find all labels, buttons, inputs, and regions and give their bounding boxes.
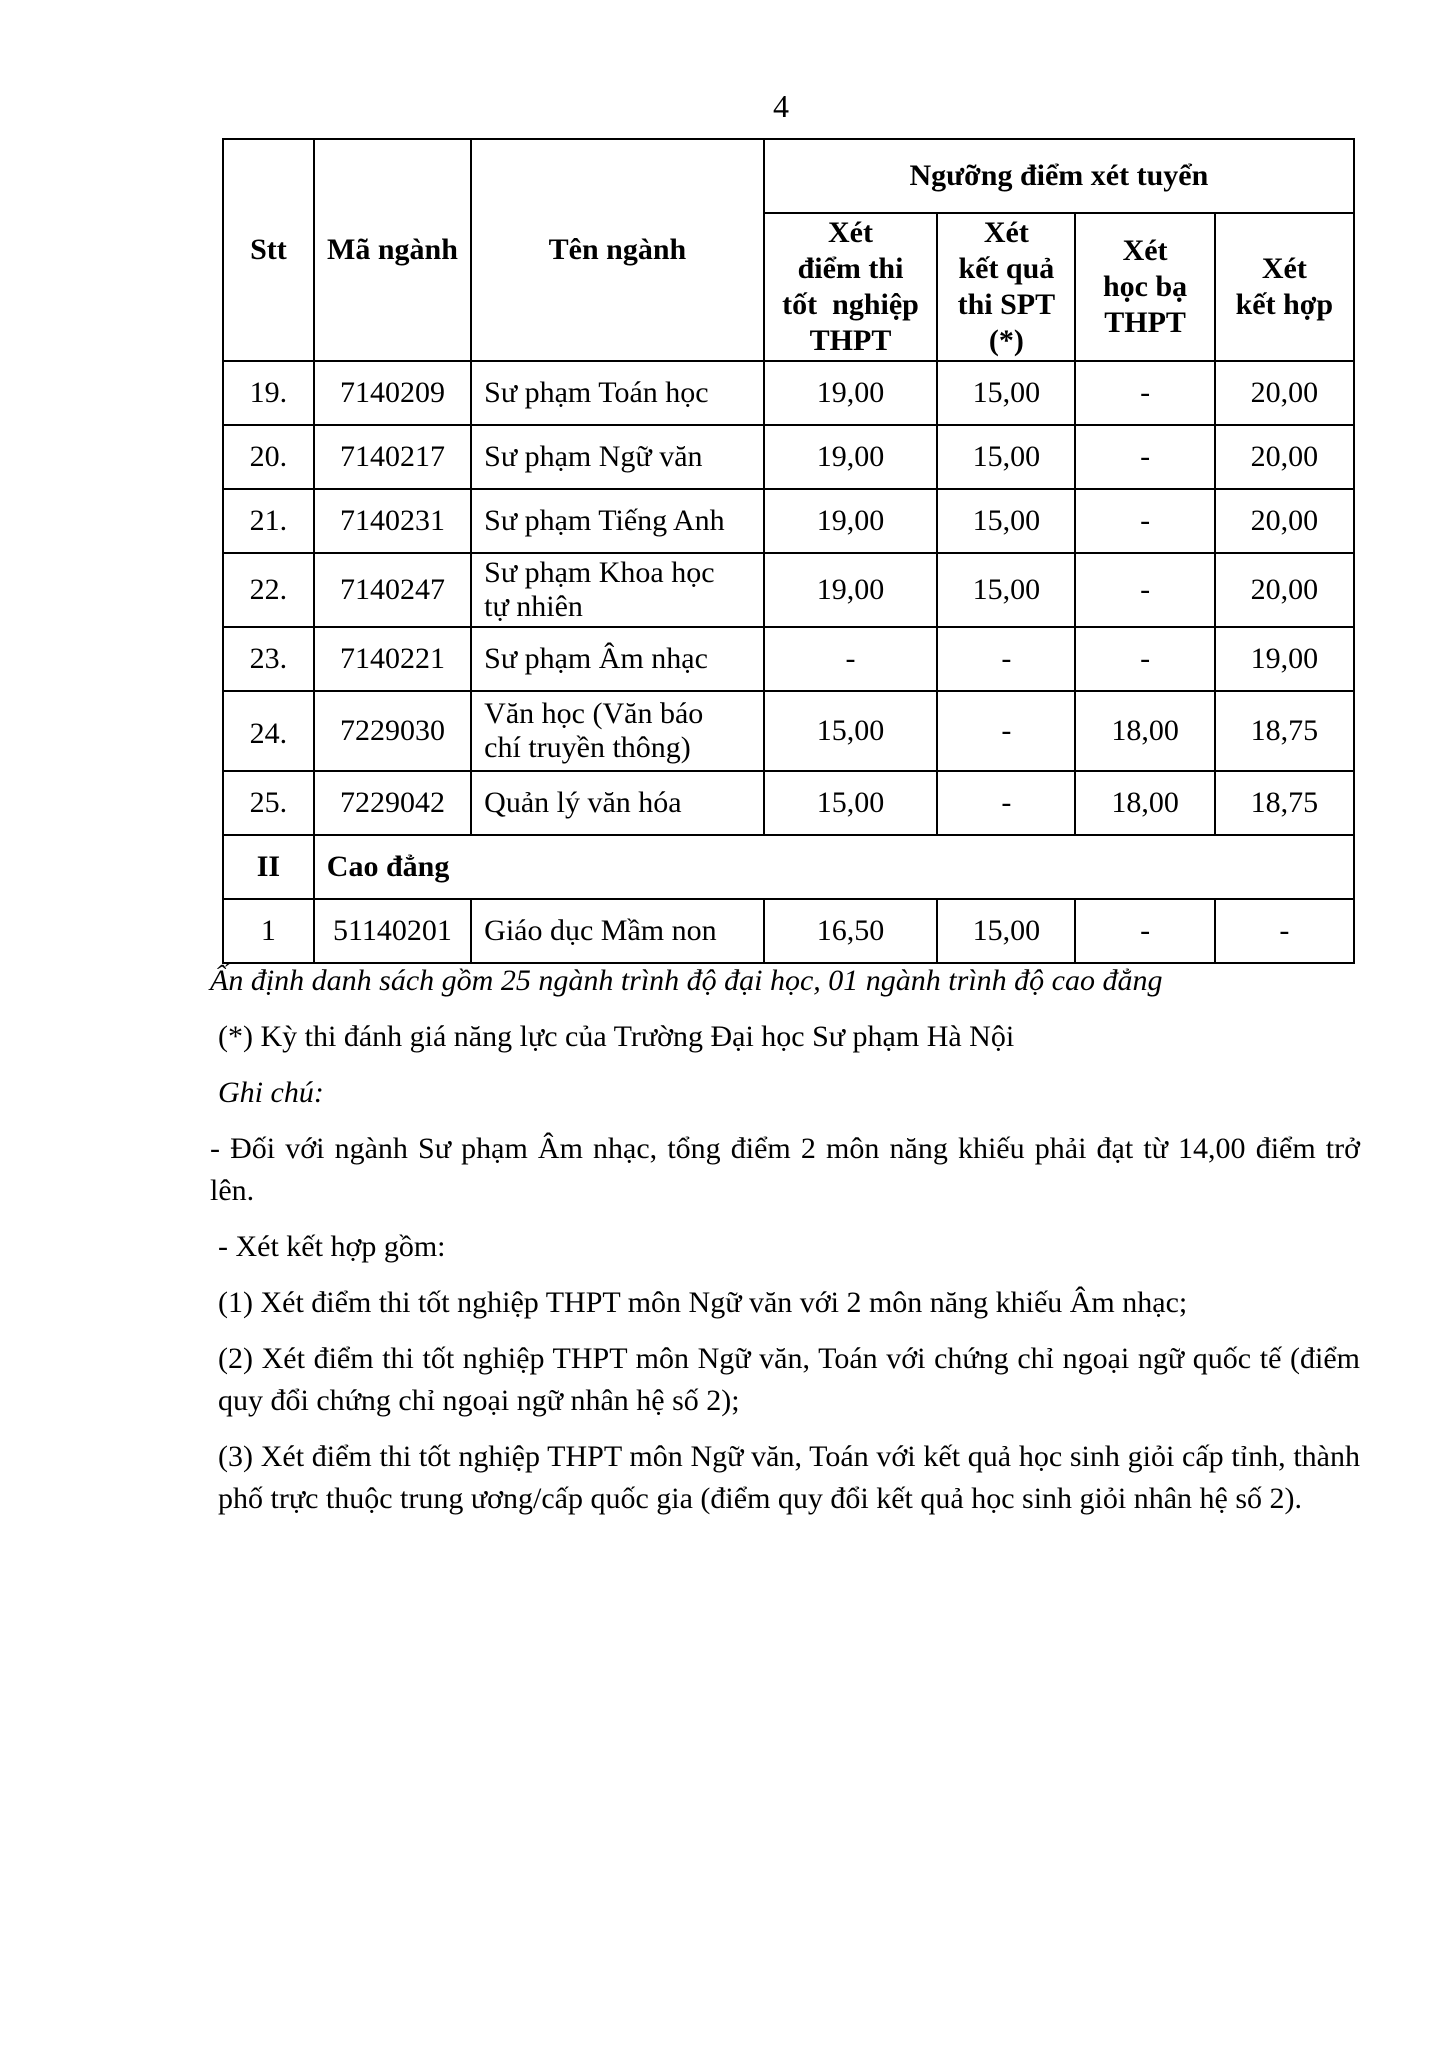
cell-kethop: 19,00 (1215, 627, 1354, 691)
cell-stt: 1 (223, 899, 314, 963)
cell-name: Sư phạm Toán học (471, 361, 764, 425)
cell-kethop: 20,00 (1215, 553, 1354, 627)
cell-hocba: 18,00 (1075, 771, 1214, 835)
table-row (223, 691, 1354, 771)
cell-spt: - (937, 691, 1075, 771)
cell-name: Sư phạm Khoa học tự nhiên (471, 553, 764, 627)
header-name: Tên ngành (471, 139, 764, 361)
cell-hocba: - (1075, 489, 1214, 553)
cell-stt: 20. (223, 425, 314, 489)
cell-stt: 24. (223, 691, 314, 771)
cell-code: 51140201 (314, 899, 471, 963)
section-stt: II (223, 835, 314, 899)
music-note: - Đối với ngành Sư phạm Âm nhạc, tổng điểm 2 môn năng khiếu phải đạt từ 14,00 điểm trở lên. (210, 1132, 1360, 1207)
ghi-chu-heading: Ghi chú: (218, 1076, 324, 1109)
section-title: Cao đẳng (314, 835, 1354, 899)
cell-kethop: 18,75 (1215, 691, 1354, 771)
table-row (223, 771, 1354, 835)
cell-kethop: 20,00 (1215, 425, 1354, 489)
cell-hocba: - (1075, 361, 1214, 425)
admission-threshold-table (222, 138, 1355, 964)
cell-thpt: - (764, 627, 938, 691)
cell-kethop: 20,00 (1215, 361, 1354, 425)
cell-stt: 19. (223, 361, 314, 425)
cell-name: Sư phạm Ngữ văn (471, 425, 764, 489)
cell-thpt: 19,00 (764, 553, 938, 627)
cell-spt: 15,00 (937, 489, 1075, 553)
fixed-list-note: Ấn định danh sách gồm 25 ngành trình độ đại học, 01 ngành trình độ cao đẳng (210, 964, 1163, 997)
cell-code: 7140221 (314, 627, 471, 691)
header-row-1 (223, 139, 1354, 213)
cell-code: 7140209 (314, 361, 471, 425)
cell-spt: - (937, 771, 1075, 835)
notes-section (210, 960, 1360, 1534)
table-row (223, 425, 1354, 489)
cell-code: 7140217 (314, 425, 471, 489)
table-row (223, 627, 1354, 691)
header-spt-exam: Xét kết quả thi SPT (*) (937, 213, 1075, 361)
cell-code: 7140231 (314, 489, 471, 553)
cell-thpt: 19,00 (764, 489, 938, 553)
header-combined: Xét kết hợp (1215, 213, 1354, 361)
combined-item-2: (2) Xét điểm thi tốt nghiệp THPT môn Ngữ văn, Toán với chứng chỉ ngoại ngữ quốc tế (điểm quy đổi chứng chỉ ngoại ngữ nhân hệ số 2); (218, 1342, 1360, 1417)
header-transcript: Xét học bạ THPT (1075, 213, 1214, 361)
cell-hocba: - (1075, 425, 1214, 489)
cell-thpt: 19,00 (764, 361, 938, 425)
cell-name: Sư phạm Tiếng Anh (471, 489, 764, 553)
table-row (223, 899, 1354, 963)
cell-hocba: - (1075, 627, 1214, 691)
cell-name: Giáo dục Mầm non (471, 899, 764, 963)
cell-stt: 23. (223, 627, 314, 691)
cell-thpt: 16,50 (764, 899, 938, 963)
combined-item-3: (3) Xét điểm thi tốt nghiệp THPT môn Ngữ văn, Toán với kết quả học sinh giỏi cấp tỉnh, thành phố trực thuộc trung ương/cấp quốc gia (điểm quy đổi kết quả học sinh giỏi nhân hệ số 2). (218, 1440, 1360, 1515)
table-row (223, 553, 1354, 627)
cell-stt: 22. (223, 553, 314, 627)
cell-name: Văn học (Văn báo chí truyền thông) (471, 691, 764, 771)
page-number: 4 (773, 88, 789, 124)
table-row (223, 489, 1354, 553)
cell-thpt: 15,00 (764, 691, 938, 771)
cell-code: 7229042 (314, 771, 471, 835)
header-threshold-group: Ngưỡng điểm xét tuyển (764, 139, 1354, 213)
cell-thpt: 19,00 (764, 425, 938, 489)
combined-item-1: (1) Xét điểm thi tốt nghiệp THPT môn Ngữ văn với 2 môn năng khiếu Âm nhạc; (218, 1286, 1188, 1319)
cell-hocba: 18,00 (1075, 691, 1214, 771)
section-row-college (223, 835, 1354, 899)
cell-hocba: - (1075, 553, 1214, 627)
header-code: Mã ngành (314, 139, 471, 361)
cell-spt: 15,00 (937, 425, 1075, 489)
footnote: (*) Kỳ thi đánh giá năng lực của Trường Đại học Sư phạm Hà Nội (218, 1020, 1015, 1053)
cell-kethop: 20,00 (1215, 489, 1354, 553)
cell-name: Sư phạm Âm nhạc (471, 627, 764, 691)
cell-stt: 25. (223, 771, 314, 835)
cell-spt: - (937, 627, 1075, 691)
cell-code: 7229030 (314, 691, 471, 771)
combined-intro: - Xét kết hợp gồm: (218, 1230, 446, 1263)
cell-spt: 15,00 (937, 899, 1075, 963)
header-stt: Stt (223, 139, 314, 361)
cell-kethop: 18,75 (1215, 771, 1354, 835)
cell-spt: 15,00 (937, 361, 1075, 425)
table-row (223, 361, 1354, 425)
header-thpt-exam: Xét điểm thi tốt nghiệp THPT (764, 213, 938, 361)
cell-spt: 15,00 (937, 553, 1075, 627)
cell-kethop: - (1215, 899, 1354, 963)
cell-name: Quản lý văn hóa (471, 771, 764, 835)
cell-hocba: - (1075, 899, 1214, 963)
cell-thpt: 15,00 (764, 771, 938, 835)
cell-code: 7140247 (314, 553, 471, 627)
cell-stt: 21. (223, 489, 314, 553)
